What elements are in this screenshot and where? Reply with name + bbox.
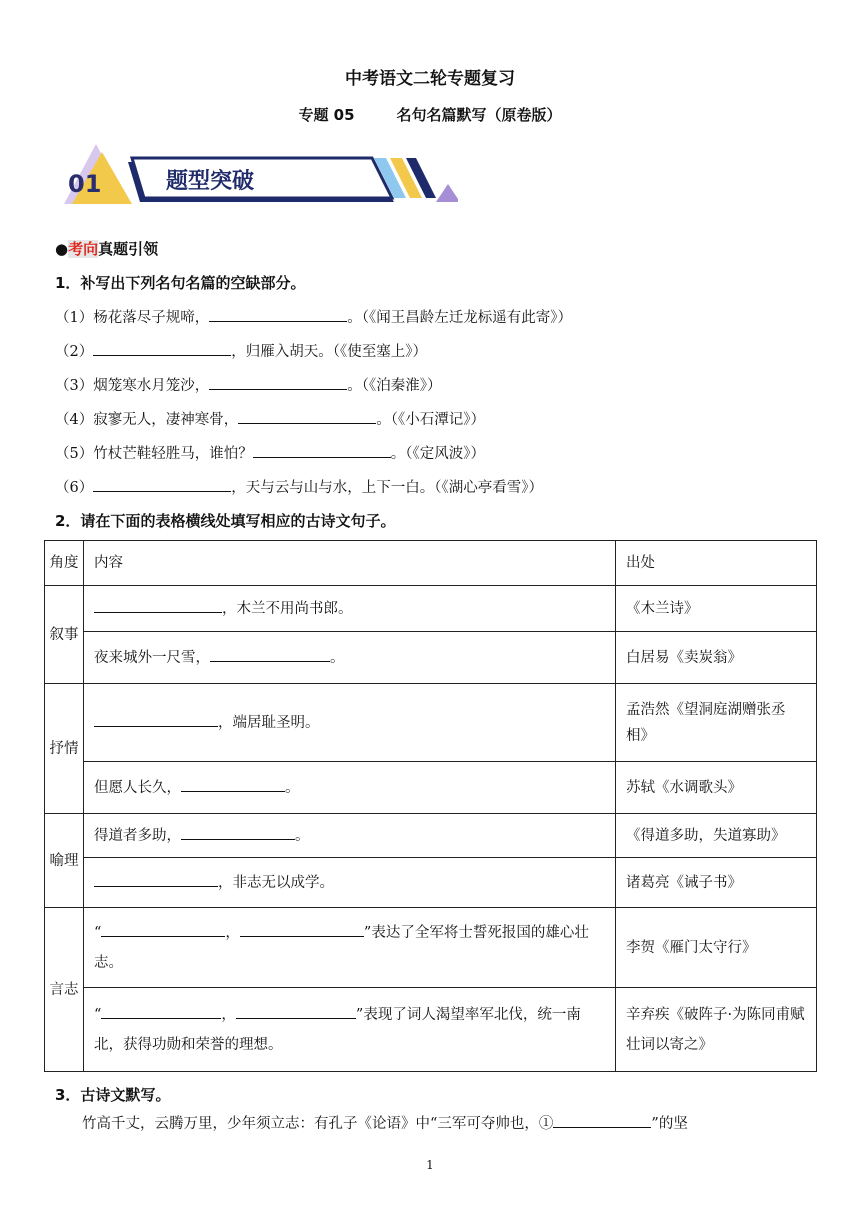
content-cell: ，非志无以成学。 (84, 858, 616, 908)
section-heading (55, 238, 158, 259)
question-1-title: 1．补写出下列名句名篇的空缺部分。 (55, 274, 306, 292)
header-content: 内容 (84, 541, 616, 586)
question-3-title: 3．古诗文默写。 (55, 1086, 171, 1104)
document-title: 中考语文二轮专题复习 (345, 69, 515, 89)
source-cell: 李贺《雁门太守行》 (616, 908, 817, 988)
source-cell: 孟浩然《望洞庭湖赠张丞相》 (616, 684, 817, 762)
fill-blank[interactable] (210, 647, 330, 662)
section-heading-text: 真题引领 (98, 240, 159, 258)
fill-blank[interactable] (238, 409, 376, 424)
source-cell: 《得道多助，失道寡助》 (616, 814, 817, 858)
banner-triangle-right (436, 184, 458, 202)
content-cell: “ ， ”表现了词人渴望率军北伐，统一南北，获得功勋和荣誉的理想。 (84, 988, 616, 1072)
content-cell: ，木兰不用尚书郎。 (84, 586, 616, 632)
content-cell: 得道者多助， 。 (84, 814, 616, 858)
document-subtitle (0, 104, 860, 125)
table-row (45, 632, 817, 684)
source-cell: 辛弃疾《破阵子·为陈同甫赋壮词以寄之》 (616, 988, 817, 1072)
subtitle-topic-number: 专题 05 (298, 106, 355, 124)
subtitle-topic-name: 名句名篇默写（原卷版） (396, 106, 562, 124)
question-1-item: （4）寂寥无人，凄神寒骨， 。（《小石潭记》） (55, 408, 485, 429)
table-row (45, 858, 817, 908)
table-row (45, 586, 817, 632)
bullet-icon: ● (55, 240, 69, 258)
question-3-paragraph: 竹高千丈，云腾万里，少年须立志：有孔子《论语》中“三军可夺帅也，① ”的坚 (82, 1112, 688, 1133)
category-aspiration: 言志 (45, 908, 84, 1072)
page-number: 1 (426, 1158, 434, 1172)
banner-title: 题型突破 (166, 169, 255, 194)
section-banner (58, 140, 458, 208)
question-2-title: 2．请在下面的表格横线处填写相应的古诗文句子。 (55, 512, 396, 530)
content-cell: ，端居耻圣明。 (84, 684, 616, 762)
section-heading-highlight: 考向 (68, 240, 99, 258)
category-reasoning: 喻理 (45, 814, 84, 908)
banner-number: 01 (68, 170, 102, 198)
fill-blank[interactable] (94, 598, 222, 613)
category-lyric: 抒情 (45, 684, 84, 814)
question-1-item: （6） ，天与云与山与水，上下一白。（《湖心亭看雪》） (55, 476, 543, 497)
source-cell: 苏轼《水调歌头》 (616, 762, 817, 814)
table-header-row (45, 541, 817, 586)
fill-blank[interactable] (236, 1004, 356, 1019)
fill-blank[interactable] (209, 375, 347, 390)
fill-blank[interactable] (101, 1004, 221, 1019)
table-row (45, 684, 817, 762)
content-cell: 但愿人长久， 。 (84, 762, 616, 814)
header-angle: 角度 (45, 541, 84, 586)
fill-blank[interactable] (101, 922, 225, 937)
fill-blank[interactable] (181, 777, 285, 792)
source-cell: 《木兰诗》 (616, 586, 817, 632)
fill-blank[interactable] (253, 443, 391, 458)
table-row (45, 908, 817, 988)
table-row (45, 988, 817, 1072)
fill-blank[interactable] (209, 307, 347, 322)
fill-blank[interactable] (94, 712, 218, 727)
fill-blank[interactable] (240, 922, 364, 937)
source-cell: 诸葛亮《诫子书》 (616, 858, 817, 908)
table-row (45, 762, 817, 814)
source-cell: 白居易《卖炭翁》 (616, 632, 817, 684)
category-narrative: 叙事 (45, 586, 84, 684)
fill-blank[interactable] (93, 477, 231, 492)
question-1-item: （3）烟笼寒水月笼沙， 。（《泊秦淮》） (55, 374, 441, 395)
fill-blank[interactable] (94, 872, 218, 887)
question-1-item: （2） ，归雁入胡天。（《使至塞上》） (55, 340, 427, 361)
question-1-item: （5）竹杖芒鞋轻胜马，谁怕？ 。（《定风波》） (55, 442, 485, 463)
question-1-item: （1）杨花落尽子规啼， 。（《闻王昌龄左迁龙标遥有此寄》） (55, 306, 572, 327)
fill-blank[interactable] (93, 341, 231, 356)
header-source: 出处 (616, 541, 817, 586)
table-row (45, 814, 817, 858)
content-cell: “ ， ”表达了全军将士誓死报国的雄心壮志。 (84, 908, 616, 988)
fill-blank[interactable] (553, 1113, 651, 1128)
content-cell: 夜来城外一尺雪， 。 (84, 632, 616, 684)
fill-blank[interactable] (181, 825, 295, 840)
poem-table (44, 540, 817, 1072)
